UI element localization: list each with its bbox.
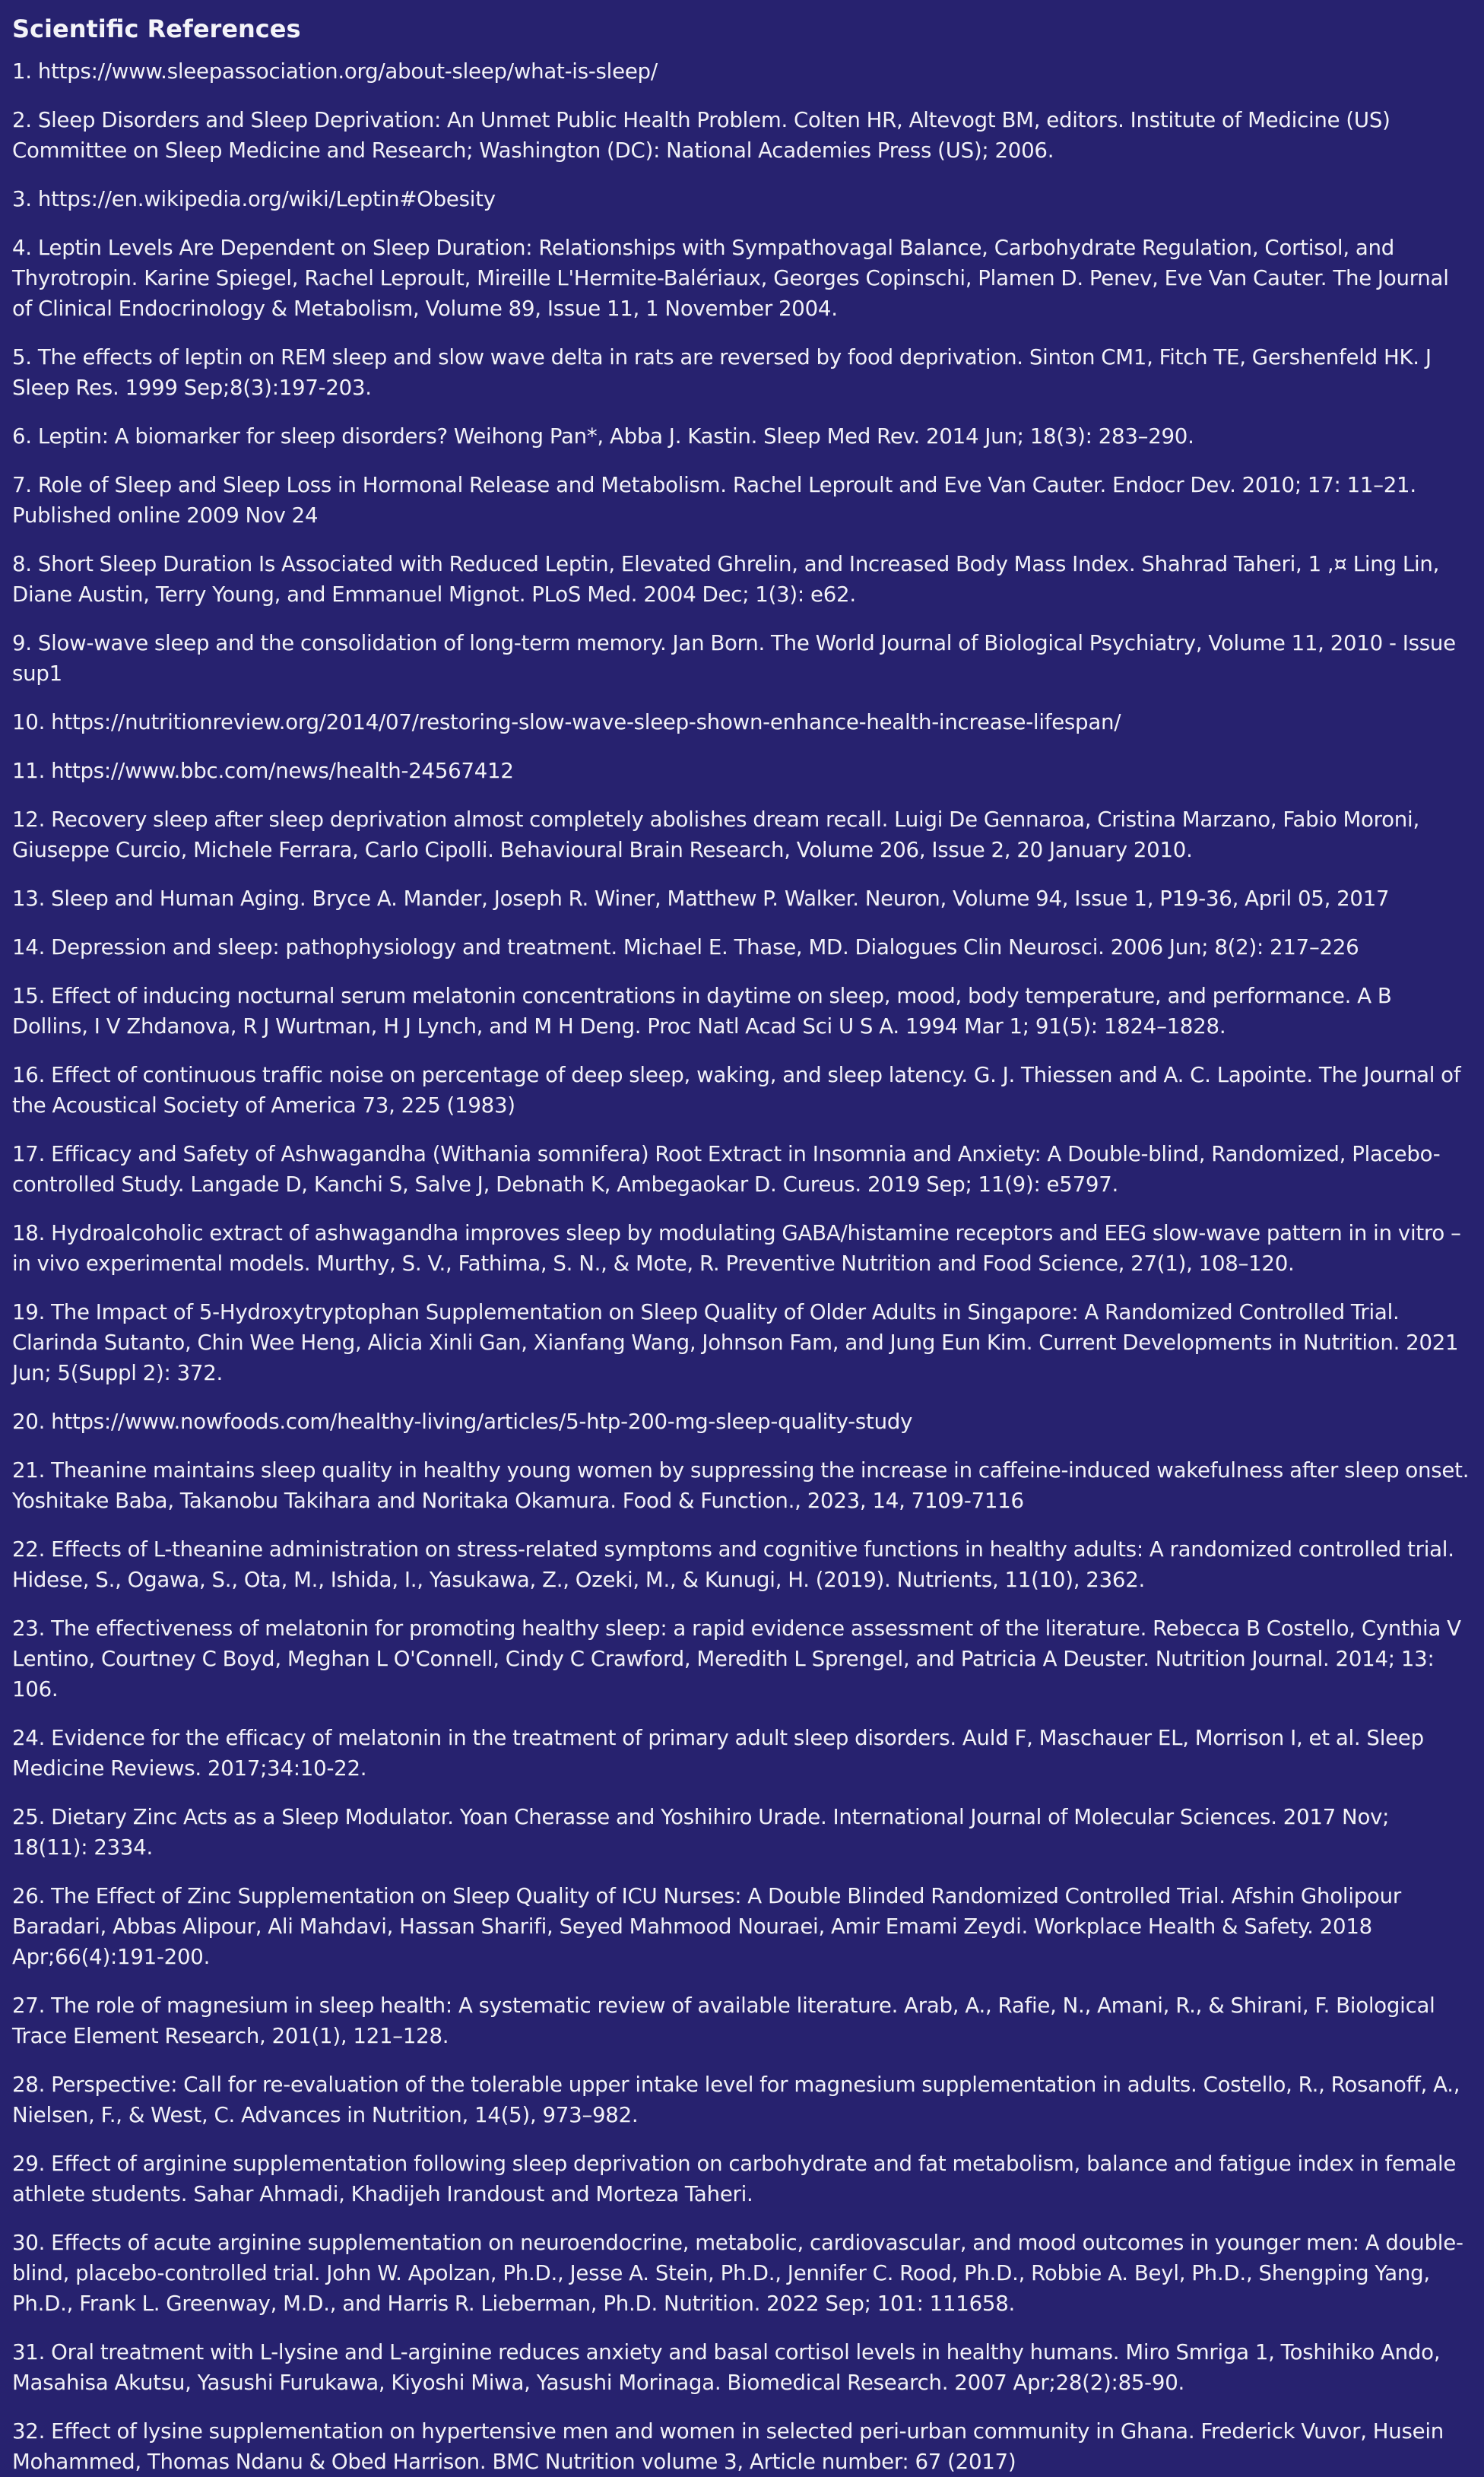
- reference-item-24: 24. Evidence for the efficacy of melatonin in the treatment of primary adult sleep disorders. Auld F, Maschauer EL, Morrison I, et al. Sleep Medicine Reviews. 2017;34:10-22.: [12, 1725, 1424, 1781]
- reference-item-9: 9. Slow-wave sleep and the consolidation of long-term memory. Jan Born. The World Journal of Biological Psychiatry, Volume 11, 2010 - Issue sup1: [12, 630, 1456, 686]
- reference-item-14: 14. Depression and sleep: pathophysiology and treatment. Michael E. Thase, MD. Dialogues Clin Neurosci. 2006 Jun; 8(2): 217–226: [12, 934, 1359, 959]
- reference-item-12: 12. Recovery sleep after sleep deprivation almost completely abolishes dream recall. Luigi De Gennaroa, Cristina Marzano, Fabio Moroni, Giuseppe Curcio, Michele Ferrara, Carlo Cipolli. Behavioural Brain Research, Volume 206, Issue 2, 20 January 2010.: [12, 807, 1419, 862]
- reference-item-21: 21. Theanine maintains sleep quality in healthy young women by suppressing the increase in caffeine-induced wakefulness after sleep onset. Yoshitake Baba, Takanobu Takihara and Noritaka Okamura. Food & Function., 2023, 14, 7109-7116: [12, 1457, 1470, 1513]
- reference-item-30: 30. Effects of acute arginine supplementation on neuroendocrine, metabolic, cardiovascular, and mood outcomes in younger men: A double-blind, placebo-controlled trial. John W. Apolzan, Ph.D., Jesse A. Stein, Ph.D., Jennifer C. Rood, Ph.D., Robbie A. Beyl, Ph.D., Shengping Yang, Ph.D., Frank L. Greenway, M.D., and Harris R. Lieberman, Ph.D. Nutrition. 2022 Sep; 101: 111658.: [12, 2230, 1463, 2316]
- reference-item-23: 23. The effectiveness of melatonin for promoting healthy sleep: a rapid evidence assessment of the literature. Rebecca B Costello, Cynthia V Lentino, Courtney C Boyd, Meghan L O'Connell, Cindy C Crawford, Meredith L Sprengel, and Patricia A Deuster. Nutrition Journal. 2014; 13: 106.: [12, 1616, 1461, 1702]
- reference-item-6: 6. Leptin: A biomarker for sleep disorders? Weihong Pan*, Abba J. Kastin. Sleep Med Rev. 2014 Jun; 18(3): 283–290.: [12, 423, 1194, 449]
- reference-item-1: 1. https://www.sleepassociation.org/about-sleep/what-is-sleep/: [12, 59, 658, 84]
- reference-item-28: 28. Perspective: Call for re-evaluation of the tolerable upper intake level for magnesium supplementation in adults. Costello, R., Rosanoff, A., Nielsen, F., & West, C. Advances in Nutrition, 14(5), 973–982.: [12, 2072, 1460, 2127]
- reference-item-29: 29. Effect of arginine supplementation following sleep deprivation on carbohydrate and fat metabolism, balance and fatigue index in female athlete students. Sahar Ahmadi, Khadijeh Irandoust and Morteza Taheri.: [12, 2151, 1457, 2206]
- reference-item-17: 17. Efficacy and Safety of Ashwagandha (Withania somnifera) Root Extract in Insomnia and Anxiety: A Double-blind, Randomized, Placebo-controlled Study. Langade D, Kanchi S, Salve J, Debnath K, Ambegaokar D. Cureus. 2019 Sep; 11(9): e5797.: [12, 1141, 1441, 1197]
- reference-item-26: 26. The Effect of Zinc Supplementation on Sleep Quality of ICU Nurses: A Double Blinded Randomized Controlled Trial. Afshin Gholipour Baradari, Abbas Alipour, Ali Mahdavi, Hassan Sharifi, Seyed Mahmood Nouraei, Amir Emami Zeydi. Workplace Health & Safety. 2018 Apr;66(4):191-200.: [12, 1883, 1401, 1969]
- reference-item-2: 2. Sleep Disorders and Sleep Deprivation: An Unmet Public Health Problem. Colten HR, Altevogt BM, editors. Institute of Medicine (US) Committee on Sleep Medicine and Research; Washington (DC): National Academies Press (US); 2006.: [12, 107, 1390, 163]
- reference-item-3: 3. https://en.wikipedia.org/wiki/Leptin#Obesity: [12, 186, 496, 211]
- page-title: Scientific References: [12, 14, 301, 43]
- reference-item-15: 15. Effect of inducing nocturnal serum melatonin concentrations in daytime on sleep, mood, body temperature, and performance. A B Dollins, I V Zhdanova, R J Wurtman, H J Lynch, and M H Deng. Proc Natl Acad Sci U S A. 1994 Mar 1; 91(5): 1824–1828.: [12, 983, 1392, 1039]
- reference-item-11: 11. https://www.bbc.com/news/health-24567412: [12, 758, 514, 783]
- reference-item-31: 31. Oral treatment with L-lysine and L-arginine reduces anxiety and basal cortisol levels in healthy humans. Miro Smriga 1, Toshihiko Ando, Masahisa Akutsu, Yasushi Furukawa, Kiyoshi Miwa, Yasushi Morinaga. Biomedical Research. 2007 Apr;28(2):85-90.: [12, 2339, 1441, 2395]
- reference-item-16: 16. Effect of continuous traffic noise on percentage of deep sleep, waking, and sleep latency. G. J. Thiessen and A. C. Lapointe. The Journal of the Acoustical Society of America 73, 225 (1983): [12, 1062, 1461, 1118]
- reference-item-7: 7. Role of Sleep and Sleep Loss in Hormonal Release and Metabolism. Rachel Leproult and Eve Van Cauter. Endocr Dev. 2010; 17: 11–21. Published online 2009 Nov 24: [12, 472, 1416, 528]
- reference-item-22: 22. Effects of L-theanine administration on stress-related symptoms and cognitive functions in healthy adults: A randomized controlled trial. Hidese, S., Ogawa, S., Ota, M., Ishida, I., Yasukawa, Z., Ozeki, M., & Kunugi, H. (2019). Nutrients, 11(10), 2362.: [12, 1537, 1454, 1592]
- reference-item-4: 4. Leptin Levels Are Dependent on Sleep Duration: Relationships with Sympathovagal Balance, Carbohydrate Regulation, Cortisol, and Thyrotropin. Karine Spiegel, Rachel Leproult, Mireille L'Hermite-Balériaux, Georges Copinschi, Plamen D. Penev, Eve Van Cauter. The Journal of Clinical Endocrinology & Metabolism, Volume 89, Issue 11, 1 November 2004.: [12, 235, 1449, 321]
- reference-item-32: 32. Effect of lysine supplementation on hypertensive men and women in selected peri-urban community in Ghana. Frederick Vuvor, Husein Mohammed, Thomas Ndanu & Obed Harrison. BMC Nutrition volume 3, Article number: 67 (2017): [12, 2418, 1444, 2474]
- reference-item-8: 8. Short Sleep Duration Is Associated with Reduced Leptin, Elevated Ghrelin, and Increased Body Mass Index. Shahrad Taheri, 1 ,¤ Ling Lin, Diane Austin, Terry Young, and Emmanuel Mignot. PLoS Med. 2004 Dec; 1(3): e62.: [12, 551, 1440, 607]
- reference-item-10: 10. https://nutritionreview.org/2014/07/restoring-slow-wave-sleep-shown-enhance-health-increase-lifespan/: [12, 709, 1121, 734]
- reference-item-25: 25. Dietary Zinc Acts as a Sleep Modulator. Yoan Cherasse and Yoshihiro Urade. International Journal of Molecular Sciences. 2017 Nov; 18(11): 2334.: [12, 1804, 1390, 1860]
- reference-item-18: 18. Hydroalcoholic extract of ashwagandha improves sleep by modulating GABA/histamine receptors and EEG slow-wave pattern in in vitro – in vivo experimental models. Murthy, S. V., Fathima, S. N., & Mote, R. Preventive Nutrition and Food Science, 27(1), 108–120.: [12, 1220, 1461, 1276]
- reference-item-20: 20. https://www.nowfoods.com/healthy-living/articles/5-htp-200-mg-sleep-quality-study: [12, 1409, 913, 1434]
- reference-item-5: 5. The effects of leptin on REM sleep and slow wave delta in rats are reversed by food deprivation. Sinton CM1, Fitch TE, Gershenfeld HK. J Sleep Res. 1999 Sep;8(3):197-203.: [12, 344, 1432, 400]
- reference-list: [12, 56, 1470, 2477]
- reference-item-19: 19. The Impact of 5-Hydroxytryptophan Supplementation on Sleep Quality of Older Adults in Singapore: A Randomized Controlled Trial. Clarinda Sutanto, Chin Wee Heng, Alicia Xinli Gan, Xianfang Wang, Johnson Fam, and Jung Eun Kim. Current Developments in Nutrition. 2021 Jun; 5(Suppl 2): 372.: [12, 1299, 1459, 1385]
- reference-item-13: 13. Sleep and Human Aging. Bryce A. Mander, Joseph R. Winer, Matthew P. Walker. Neuron, Volume 94, Issue 1, P19-36, April 05, 2017: [12, 886, 1390, 911]
- reference-item-27: 27. The role of magnesium in sleep health: A systematic review of available literature. Arab, A., Rafie, N., Amani, R., & Shirani, F. Biological Trace Element Research, 201(1), 121–128.: [12, 1993, 1435, 2048]
